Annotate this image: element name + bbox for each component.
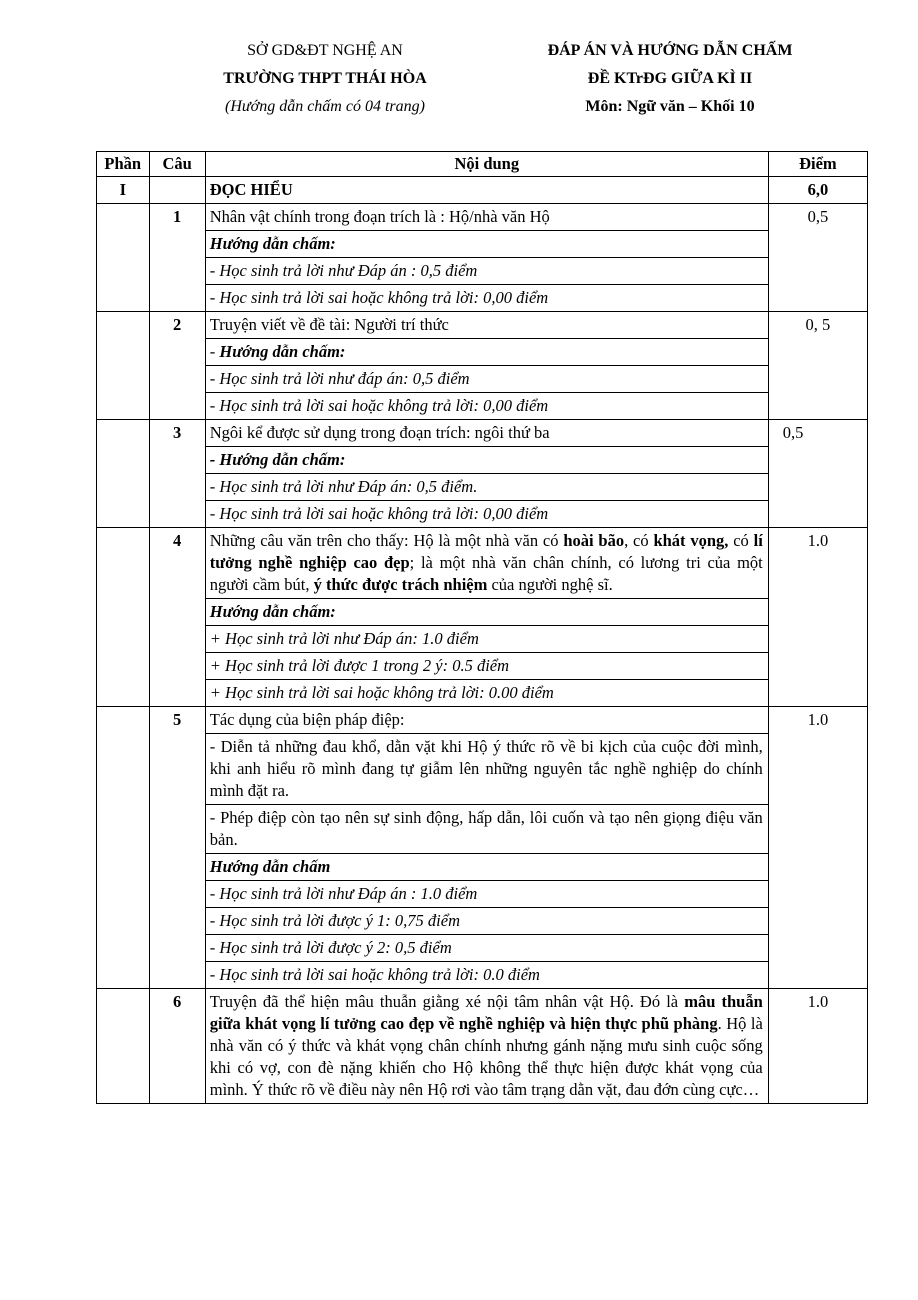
grading-rule: - Học sinh trả lời như Đáp án : 0,5 điểm [206, 258, 768, 285]
header-noidung: Nội dung [205, 152, 768, 177]
table-row [97, 989, 868, 1104]
question-number: 5 [149, 707, 205, 989]
grading-guide-heading [206, 339, 768, 366]
answer-keyword: ý thức được trách nhiệm [313, 575, 488, 594]
question-score: 1.0 [768, 528, 867, 707]
answer-keyword: hoài bão [563, 531, 625, 550]
question-number: 4 [149, 528, 205, 707]
grading-guide-heading: Hướng dẫn chấm [206, 854, 768, 881]
table-row [97, 204, 868, 312]
grading-rule: + Học sinh trả lời được 1 trong 2 ý: 0.5 điểm [206, 653, 768, 680]
answer-segment: Truyện đã thể hiện mâu thuẫn giằng xé nội tâm nhân vật Hộ. Đó là [209, 992, 685, 1011]
answer-text: Ngôi kể được sử dụng trong đoạn trích: ngôi thứ ba [206, 420, 768, 447]
table-row [97, 312, 868, 420]
answer-text [206, 528, 768, 599]
answer-keyword: lí tưởng nghề nghiệp cao đẹp [209, 531, 763, 572]
section-number: I [97, 177, 150, 204]
grading-guide-heading: Hướng dẫn chấm: [206, 599, 768, 626]
answer-keyword: khát vọng, [653, 531, 729, 550]
answer-keyword: mâu thuẫn giữa khát vọng lí tưởng cao đẹp về nghề nghiệp và hiện thực phũ phàng [209, 992, 763, 1033]
question-content [205, 707, 768, 989]
answer-text: Tác dụng của biện pháp điệp: [206, 707, 768, 734]
question-content [205, 204, 768, 312]
question-score: 0,5 [768, 204, 867, 312]
page-count-note: (Hướng dẫn chấm có 04 trang) [225, 98, 425, 115]
grading-rule: - Học sinh trả lời như Đáp án : 1.0 điểm [206, 881, 768, 908]
table-row [97, 420, 868, 528]
question-score: 0,5 [768, 420, 867, 528]
header-diem: Điểm [768, 152, 867, 177]
answer-segment: của người nghệ sĩ. [487, 575, 613, 594]
grading-guide-heading: Hướng dẫn chấm: [206, 231, 768, 258]
question-number: 3 [149, 420, 205, 528]
question-content [205, 420, 768, 528]
question-score: 1.0 [768, 989, 867, 1104]
table-row [97, 528, 868, 707]
department-name: SỞ GD&ĐT NGHỆ AN [247, 42, 403, 59]
grading-rule: - Học sinh trả lời sai hoặc không trả lời: 0,00 điểm [209, 504, 549, 523]
document-header [0, 38, 918, 128]
exam-name: ĐỀ KTrĐG GIỮA KÌ II [587, 70, 753, 87]
answer-segment: Những câu văn trên cho thấy: Hộ là một nhà văn có [209, 531, 564, 550]
subject-grade: Môn: Ngữ văn – Khối 10 [585, 98, 755, 115]
question-score: 1.0 [768, 707, 867, 989]
grading-rule: - Học sinh trả lời được ý 2: 0,5 điểm [206, 935, 768, 962]
answer-text: - Diễn tả những đau khổ, dằn vặt khi Hộ ý thức rõ về bi kịch của cuộc đời mình, khi anh hiểu rõ mình đang tự giẫm lên những nguyên tắc nghề nghiệp do chính mình đặt ra. [206, 734, 768, 805]
grading-rule: - Học sinh trả lời như Đáp án: 0,5 điểm. [206, 474, 768, 501]
school-name: TRƯỜNG THPT THÁI HÒA [223, 70, 427, 87]
grading-rule: - Học sinh trả lời sai hoặc không trả lời: 0.0 điểm [209, 965, 540, 984]
section-score: 6,0 [768, 177, 867, 204]
grading-rule: + Học sinh trả lời như Đáp án: 1.0 điểm [206, 626, 768, 653]
answer-segment: , có [624, 531, 654, 550]
table-row [97, 707, 868, 989]
section-row [97, 177, 868, 204]
header-phan: Phần [97, 152, 150, 177]
answer-text: Truyện viết về đề tài: Người trí thức [206, 312, 768, 339]
question-number: 6 [149, 989, 205, 1104]
answer-segment: có [728, 531, 754, 550]
question-number: 2 [149, 312, 205, 420]
grading-guide-label: Hướng dẫn chấm: [219, 342, 346, 361]
answer-text: Nhân vật chính trong đoạn trích là : Hộ/nhà văn Hộ [206, 204, 768, 231]
document-title: ĐÁP ÁN VÀ HƯỚNG DẪN CHẤM [547, 42, 793, 59]
grading-rule: - Học sinh trả lời sai hoặc không trả lời: 0,00 điểm [209, 288, 549, 307]
answer-segment: . Hộ là nhà văn có ý thức và khát vọng chân chính nhưng gánh nặng mưu sinh cuộc sống khi có vợ, con đè nặng khiến cho Hộ không thể thực hiện được khát vọng của mình. Ý thức rõ về điều này nên Hộ rơi vào tâm trạng dằn vặt, đau đớn cùng cực… [209, 1014, 763, 1099]
dash: - [209, 342, 220, 361]
question-content [205, 528, 768, 707]
question-number: 1 [149, 204, 205, 312]
answer-segment: ; là một nhà văn chân chính, có lương tri của một người cầm bút, [209, 553, 763, 594]
answer-table [96, 151, 868, 1104]
answer-text: - Phép điệp còn tạo nên sự sinh động, hấp dẫn, lôi cuốn và tạo nên giọng điệu văn bản. [206, 805, 768, 854]
grading-rule: - Học sinh trả lời như đáp án: 0,5 điểm [206, 366, 768, 393]
grading-rule: - Học sinh trả lời sai hoặc không trả lời: 0,00 điểm [209, 396, 549, 415]
section-title: ĐỌC HIỂU [205, 177, 768, 204]
section-empty [149, 177, 205, 204]
grading-rule: + Học sinh trả lời sai hoặc không trả lời: 0.00 điểm [209, 683, 554, 702]
answer-text [206, 989, 768, 1103]
grading-rule: - Học sinh trả lời được ý 1: 0,75 điểm [206, 908, 768, 935]
question-content [205, 312, 768, 420]
header-cau: Câu [149, 152, 205, 177]
table-header-row [97, 152, 868, 177]
question-score: 0, 5 [768, 312, 867, 420]
question-content [205, 989, 768, 1104]
grading-guide-heading: - Hướng dẫn chấm: [206, 447, 768, 474]
